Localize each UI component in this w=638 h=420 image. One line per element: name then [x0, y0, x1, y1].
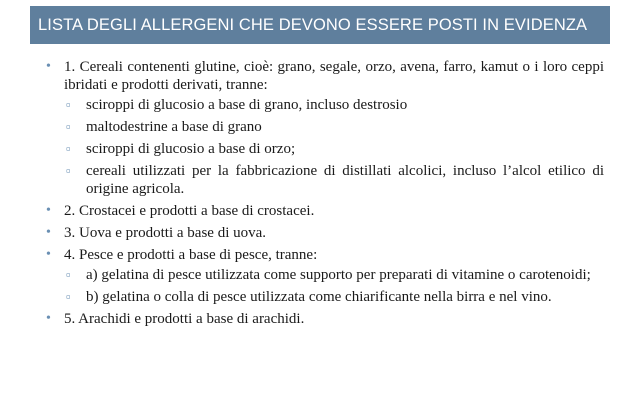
sublist-item-text: sciroppi di glucosio a base di grano, incluso destrosio: [86, 97, 408, 113]
sublist-item-text: a) gelatina di pesce utilizzata come supporto per preparati di vitamine o carotenoidi;: [86, 267, 591, 283]
sublist-item-text: b) gelatina o colla di pesce utilizzata come chiarificante nella birra e nel vino.: [86, 289, 552, 305]
allergen-list-content: [44, 58, 604, 332]
sublist-item: [64, 140, 604, 158]
list-item-pesce: [44, 246, 604, 306]
sublist-item: [64, 288, 604, 306]
list-item-text: 2. Crostacei e prodotti a base di crostacei.: [64, 203, 315, 219]
allergen-list: [44, 58, 604, 328]
sublist-cereali: [64, 96, 604, 198]
list-item-uova: [44, 224, 604, 242]
list-item-text: 1. Cereali contenenti glutine, cioè: grano, segale, orzo, avena, farro, kamut o i loro ceppi ibridati e prodotti derivati, tranne:: [64, 59, 604, 93]
slide-title: LISTA DEGLI ALLERGENI CHE DEVONO ESSERE POSTI IN EVIDENZA: [38, 15, 588, 34]
list-item-text: 3. Uova e prodotti a base di uova.: [64, 225, 267, 241]
sublist-item: [64, 118, 604, 136]
title-bar: [30, 6, 610, 44]
sublist-item-text: cereali utilizzati per la fabbricazione di distillati alcolici, incluso l’alcol etilico di origine agricola.: [86, 163, 604, 197]
sublist-item: [64, 96, 604, 114]
list-item-cereali: [44, 58, 604, 198]
list-item-crostacei: [44, 202, 604, 220]
sublist-item: [64, 162, 604, 198]
sublist-pesce: [64, 266, 604, 306]
list-item-arachidi: [44, 310, 604, 328]
sublist-item-text: maltodestrine a base di grano: [86, 119, 262, 135]
sublist-item-text: sciroppi di glucosio a base di orzo;: [86, 141, 296, 157]
list-item-text: 5. Arachidi e prodotti a base di arachidi.: [64, 311, 305, 327]
list-item-text: 4. Pesce e prodotti a base di pesce, tranne:: [64, 247, 318, 263]
sublist-item: [64, 266, 604, 284]
